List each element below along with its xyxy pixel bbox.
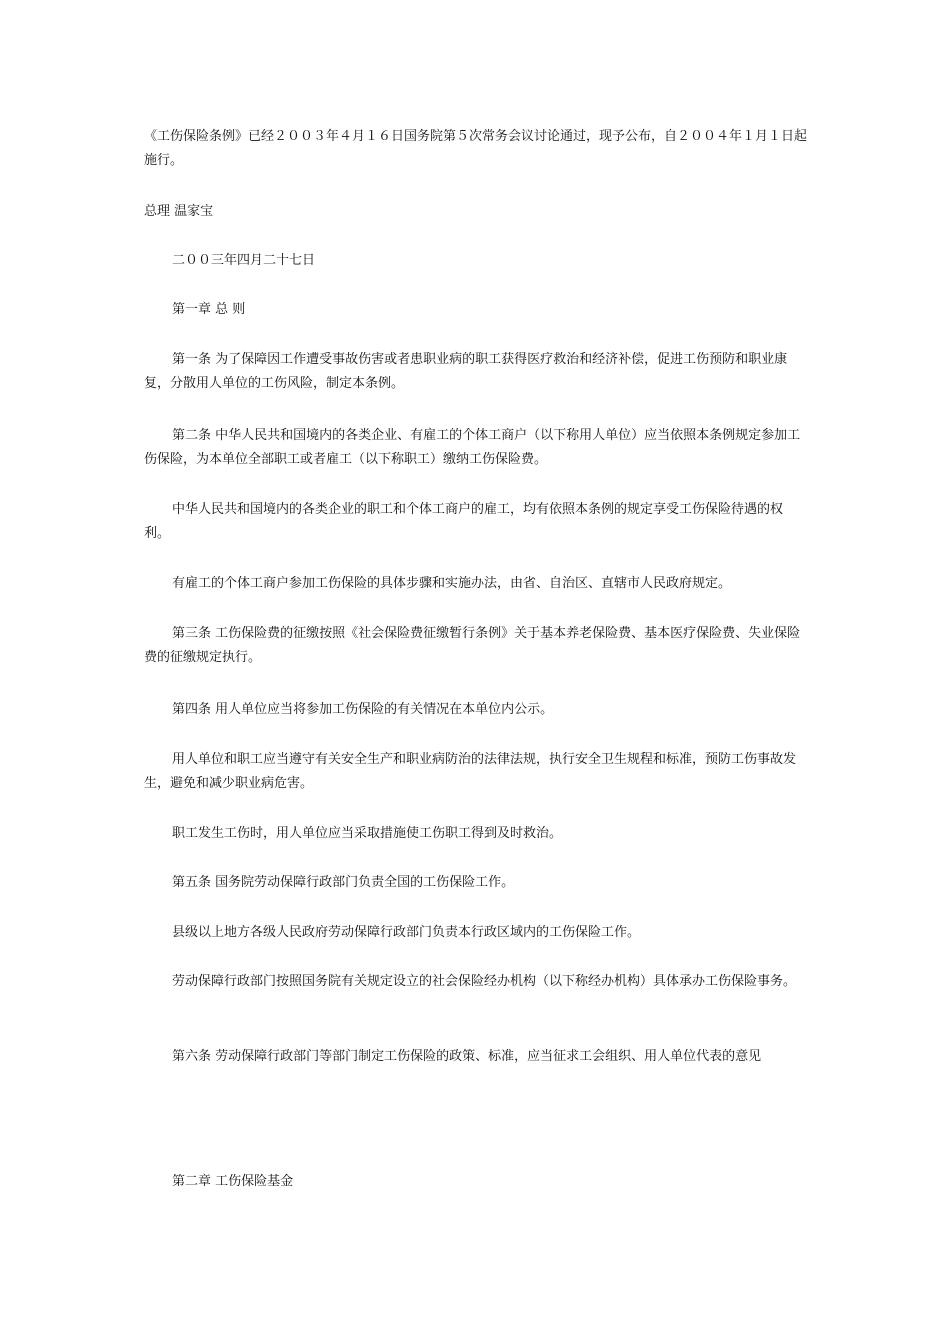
date-line: 二００三年四月二十七日 bbox=[172, 253, 316, 268]
article-5: 第五条 国务院劳动保障行政部门负责全国的工伤保险工作。 bbox=[172, 875, 515, 890]
article-2-para-2: 中华人民共和国境内的各类企业的职工和个体工商户的雇工，均有依照本条例的规定享受工伤保险待遇的权利。 bbox=[144, 502, 784, 541]
signatory-line: 总理 温家宝 bbox=[144, 204, 214, 219]
article-1: 第一条 为了保障因工作遭受事故伤害或者患职业病的职工获得医疗救治和经济补偿，促进工伤预防和职业康复，分散用人单位的工伤风险，制定本条例。 bbox=[144, 352, 788, 391]
article-4-para-3: 职工发生工伤时，用人单位应当采取措施使工伤职工得到及时救治。 bbox=[172, 826, 563, 841]
chapter-heading-1: 第一章 总 则 bbox=[172, 302, 246, 317]
article-6: 第六条 劳动保障行政部门等部门制定工伤保险的政策、标准，应当征求工会组织、用人单位代表的意见 bbox=[172, 1049, 762, 1064]
article-2-para-3: 有雇工的个体工商户参加工伤保险的具体步骤和实施办法，由省、自治区、直辖市人民政府规定。 bbox=[172, 576, 732, 591]
article-5-para-3: 劳动保障行政部门按照国务院有关规定设立的社会保险经办机构（以下称经办机构）具体承办工伤保险事务。 bbox=[172, 974, 797, 989]
article-5-para-2: 县级以上地方各级人民政府劳动保障行政部门负责本行政区域内的工伤保险工作。 bbox=[172, 925, 641, 940]
promulgation-notice: 《工伤保险条例》已经２００３年４月１６日国务院第５次常务会议讨论通过，现予公布，自２００４年１月１日起施行。 bbox=[144, 129, 808, 168]
article-2: 第二条 中华人民共和国境内的各类企业、有雇工的个体工商户（以下称用人单位）应当依照本条例规定参加工伤保险，为本单位全部职工或者雇工（以下称职工）缴纳工伤保险费。 bbox=[144, 428, 801, 467]
article-4-para-2: 用人单位和职工应当遵守有关安全生产和职业病防治的法律法规，执行安全卫生规程和标准，预防工伤事故发生，避免和减少职业病危害。 bbox=[144, 752, 797, 791]
article-4: 第四条 用人单位应当将参加工伤保险的有关情况在本单位内公示。 bbox=[172, 702, 554, 717]
chapter-heading-2: 第二章 工伤保险基金 bbox=[172, 1174, 294, 1189]
article-3: 第三条 工伤保险费的征缴按照《社会保险费征缴暂行条例》关于基本养老保险费、基本医疗保险费、失业保险费的征缴规定执行。 bbox=[144, 626, 801, 665]
